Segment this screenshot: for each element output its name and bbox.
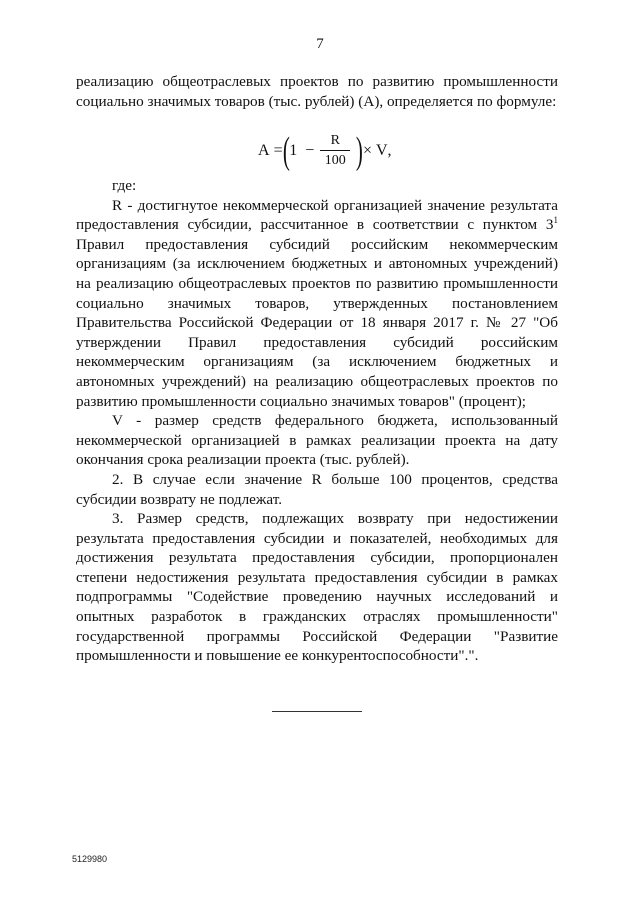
- definition-r: [76, 196, 558, 412]
- item-2: 2. В случае если значение R больше 100 процентов, средства субсидии возврату не подлежат.: [76, 470, 558, 508]
- right-paren: ): [356, 130, 364, 172]
- definition-r-text: R - достигнутое некоммерческой организацией значение результата предоставления субсидии, рассчитанное в соответствии с пунктом 3: [76, 196, 558, 234]
- item-3: 3. Размер средств, подлежащих возврату при недостижении результата предоставления субсидии и показателей, необходимых для достижения результата предоставления субсидии, пропорционален степени недостижения результата предоставления субсидии в рамках подпрограммы "Содействие проведению научных исследований и опытных разработок в гражданских отраслях промышленности" государственной программы Российской Федерации "Развитие промышленности и повышение ее конкурентоспособности".".: [76, 510, 558, 665]
- left-paren: (: [282, 130, 290, 172]
- definition-r-continued: Правил предоставления субсидий российским некоммерческим организациям (за исключением бюджетных и автономных учреждений) на реализацию общеотраслевых проектов по развитию промышленности социально значимых товаров, утвержденных постановлением Правительства Российской Федерации от 18 января 2017 г. № 27 "Об утверждении Правил предоставления субсидий российским некоммерческим организациям (за исключением бюджетных и автономных учреждений) на реализацию общеотраслевых проектов по развитию промышленности социально значимых товаров" (процент);: [76, 235, 558, 410]
- formula-v: V: [375, 142, 388, 159]
- page-number: 7: [316, 36, 324, 52]
- formula-times: ×: [362, 142, 372, 159]
- separator-line: [272, 711, 362, 712]
- formula-minus: −: [305, 142, 315, 159]
- intro-text: реализацию общеотраслевых проектов по развитию промышленности социально значимых товаров (тыс. рублей) (A), определяется по формуле:: [76, 73, 558, 110]
- formula-lhs: A: [258, 142, 270, 159]
- where-label: где:: [112, 177, 137, 194]
- definitions: [76, 176, 558, 666]
- formula: [258, 128, 392, 174]
- fraction-numerator: R: [330, 133, 340, 148]
- definition-v: V - размер средств федерального бюджета, использованный некоммерческой организацией в рамках реализации проекта на дату окончания срока реализации проекта (тыс. рублей).: [76, 412, 558, 469]
- formula-comma: ,: [387, 142, 392, 159]
- formula-fraction: [320, 133, 350, 169]
- formula-one: 1: [289, 142, 298, 159]
- fraction-denominator: 100: [324, 153, 346, 168]
- superscript-one: 1: [553, 215, 558, 226]
- footer-code: 5129980: [72, 854, 108, 864]
- intro-paragraph: [76, 72, 558, 111]
- formula-equals: =: [273, 142, 283, 159]
- fraction-bar: [320, 150, 350, 151]
